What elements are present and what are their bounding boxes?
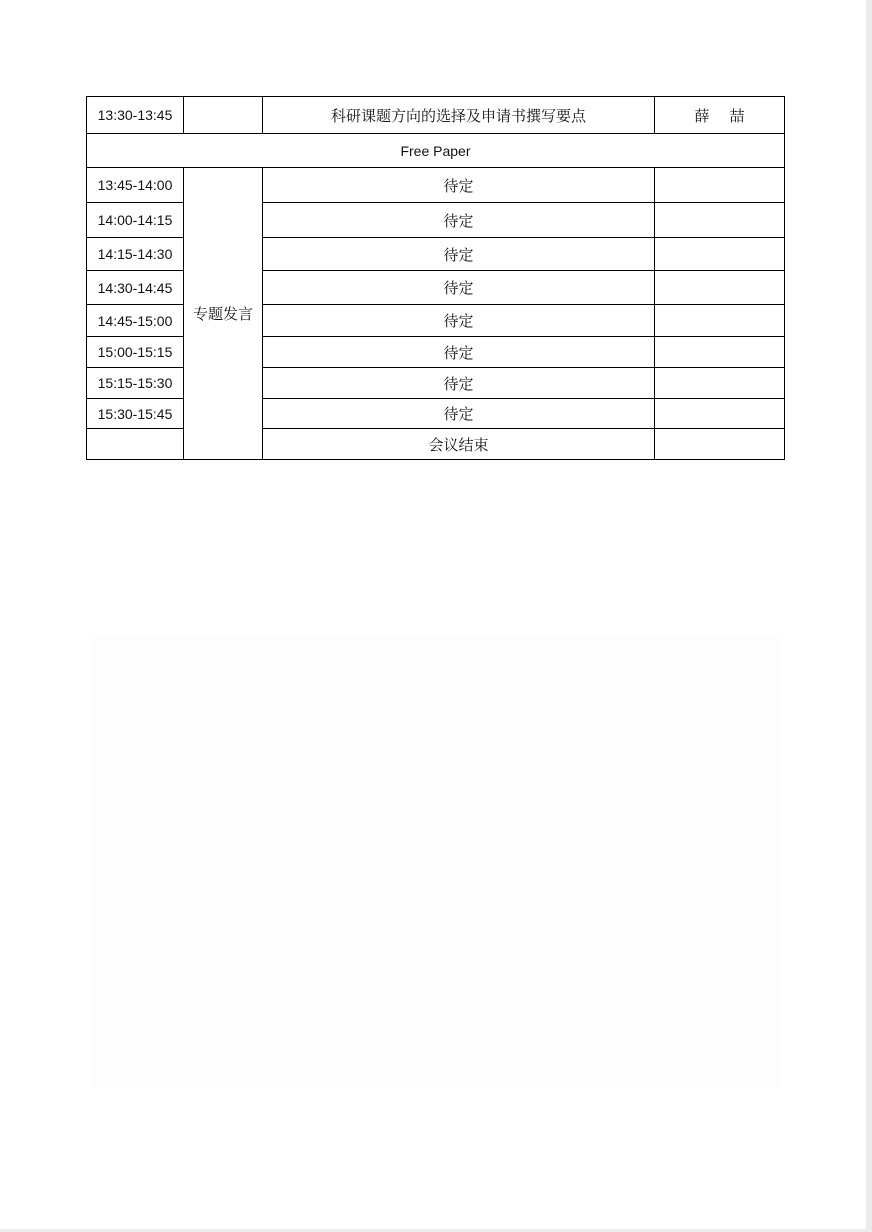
topic-cell: 待定 bbox=[263, 168, 655, 203]
speaker-cell bbox=[655, 271, 785, 305]
time-cell: 13:30-13:45 bbox=[87, 97, 184, 134]
section-header: Free Paper bbox=[87, 134, 785, 168]
topic-cell: 待定 bbox=[263, 337, 655, 368]
speaker-cell bbox=[655, 168, 785, 203]
schedule-table bbox=[86, 96, 785, 460]
time-cell: 15:30-15:45 bbox=[87, 399, 184, 429]
speaker-cell bbox=[655, 429, 785, 460]
topic-cell: 待定 bbox=[263, 271, 655, 305]
section-header-row bbox=[87, 134, 785, 168]
session-cell bbox=[184, 97, 263, 134]
table-row bbox=[87, 168, 785, 203]
speaker-cell bbox=[655, 305, 785, 337]
speaker-cell bbox=[655, 238, 785, 271]
topic-cell: 待定 bbox=[263, 203, 655, 238]
topic-cell: 待定 bbox=[263, 399, 655, 429]
time-cell: 14:45-15:00 bbox=[87, 305, 184, 337]
time-cell: 14:15-14:30 bbox=[87, 238, 184, 271]
session-label-cell: 专题发言 bbox=[184, 168, 263, 460]
speaker-cell bbox=[655, 97, 785, 134]
time-cell: 14:00-14:15 bbox=[87, 203, 184, 238]
time-cell: 15:15-15:30 bbox=[87, 368, 184, 399]
time-cell: 14:30-14:45 bbox=[87, 271, 184, 305]
page-right-edge bbox=[866, 0, 872, 1232]
time-cell: 13:45-14:00 bbox=[87, 168, 184, 203]
speaker-surname: 薛 bbox=[694, 106, 710, 125]
table-row bbox=[87, 97, 785, 134]
speaker-cell bbox=[655, 337, 785, 368]
speaker-cell bbox=[655, 399, 785, 429]
speaker-cell bbox=[655, 368, 785, 399]
topic-cell: 待定 bbox=[263, 305, 655, 337]
faint-blank-area bbox=[92, 636, 780, 1088]
time-cell: 15:00-15:15 bbox=[87, 337, 184, 368]
speaker-given-name: 喆 bbox=[729, 106, 745, 125]
speaker-cell bbox=[655, 203, 785, 238]
topic-cell: 科研课题方向的选择及申请书撰写要点 bbox=[263, 97, 655, 134]
topic-cell: 会议结束 bbox=[263, 429, 655, 460]
topic-cell: 待定 bbox=[263, 368, 655, 399]
time-cell bbox=[87, 429, 184, 460]
topic-cell: 待定 bbox=[263, 238, 655, 271]
